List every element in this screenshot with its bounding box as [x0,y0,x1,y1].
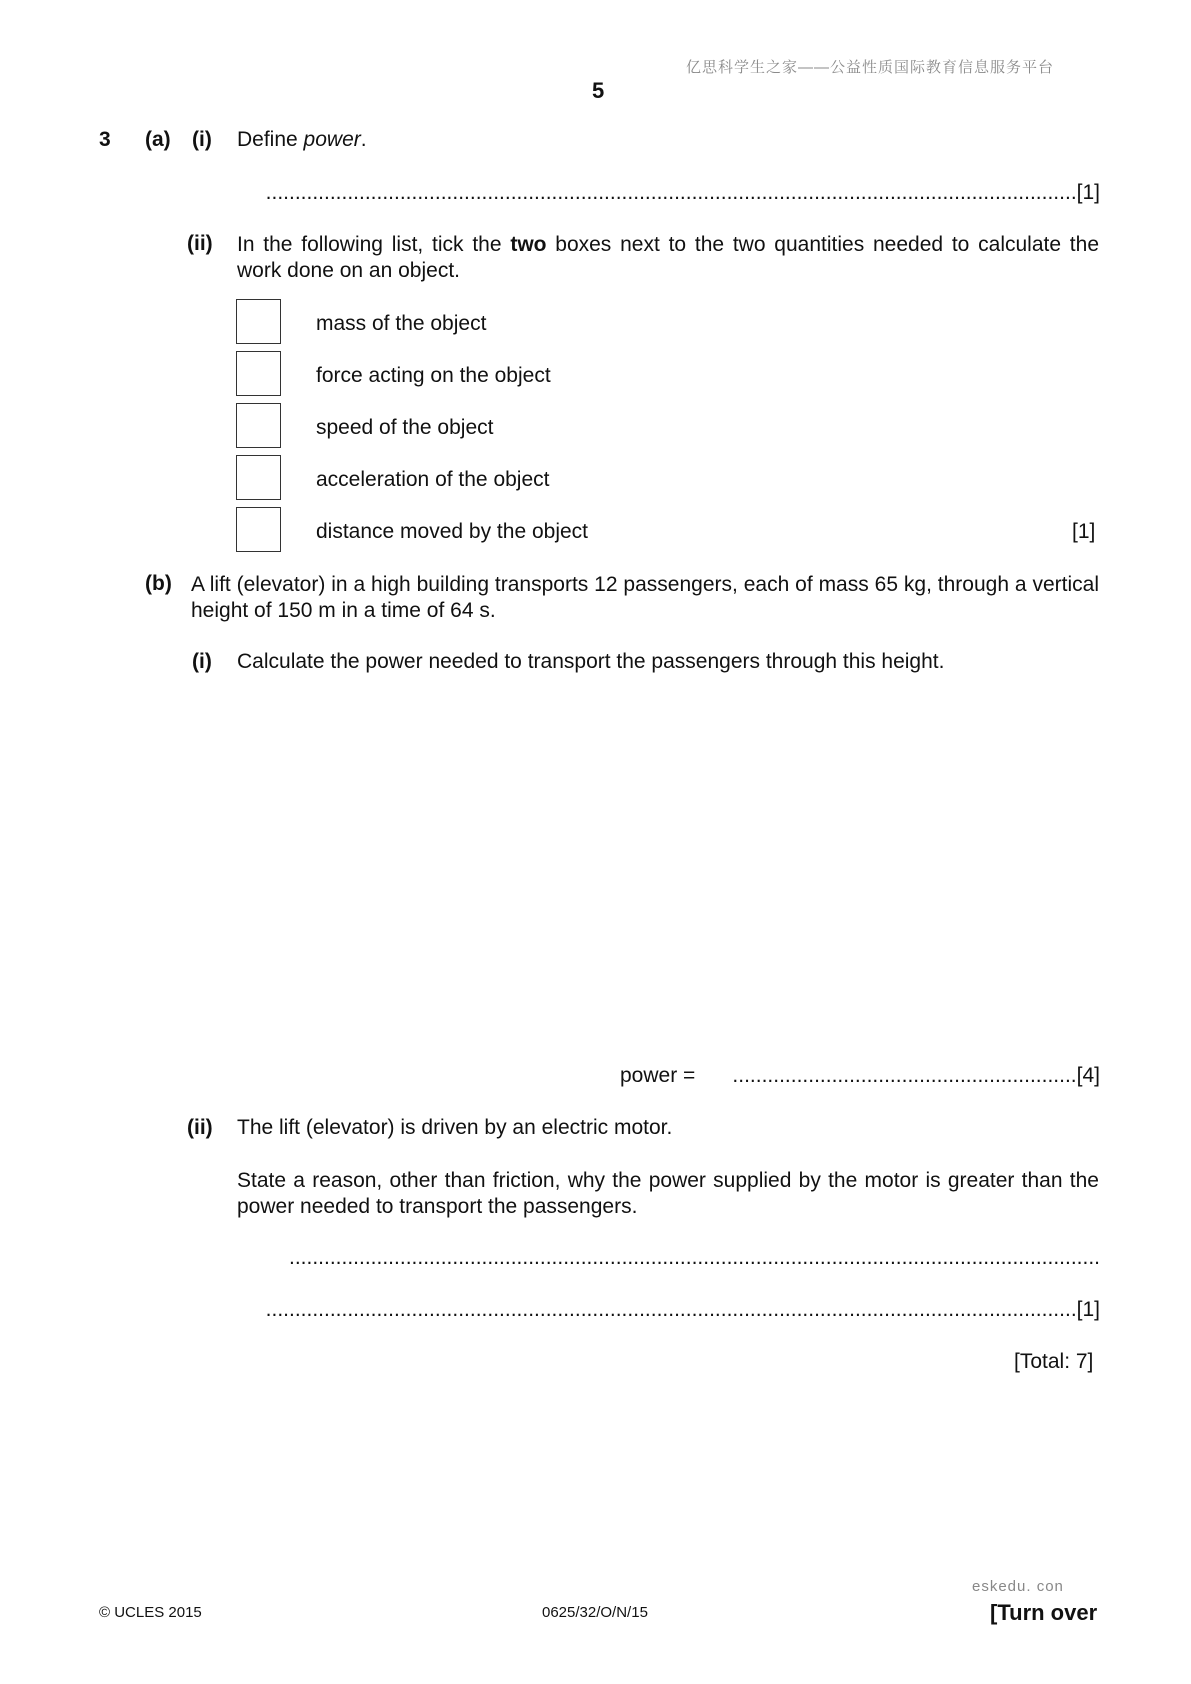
question-total: [Total: 7] [1014,1350,1094,1373]
option-label-mass: mass of the object [316,312,487,335]
power-answer-line[interactable]: ...........................................................[4] [732,1064,1100,1087]
part-b-i-prompt: Calculate the power needed to transport the passengers through this height. [237,650,945,673]
answer-line-b-ii-2[interactable]: ...........................................................................................................................................[1] [265,1298,1100,1321]
part-a-ii-label: (ii) [187,232,213,255]
question-number: 3 [99,128,111,151]
option-label-speed: speed of the object [316,416,494,439]
option-label-distance: distance moved by the object [316,520,588,543]
option-label-acceleration: acceleration of the object [316,468,550,491]
tick-box-force[interactable] [236,351,281,396]
part-a-i-label: (i) [192,128,212,151]
part-b-i-label: (i) [192,650,212,673]
prompt-pre: In the following list, tick the [237,233,511,256]
tick-box-mass[interactable] [236,299,281,344]
tick-box-distance[interactable] [236,507,281,552]
part-a-ii-prompt [237,232,1099,284]
prompt-prefix: Define [237,128,304,151]
power-answer-label: power = [620,1064,696,1087]
prompt-suffix: . [360,128,367,151]
part-b-ii-label: (ii) [187,1116,213,1139]
page-number: 5 [592,78,605,103]
part-a-i-prompt [237,128,367,152]
turn-over: [Turn over [990,1600,1098,1625]
tick-box-acceleration[interactable] [236,455,281,500]
part-b-label: (b) [145,572,172,595]
part-b-ii-prompt: State a reason, other than friction, why the power supplied by the motor is greater than the power needed to transport the passengers. [237,1169,1099,1218]
tick-box-speed[interactable] [236,403,281,448]
header-watermark: 亿思科学生之家——公益性质国际教育信息服务平台 [686,59,1055,76]
answer-line-a-i[interactable]: ...........................................................................................................................................[1] [265,181,1100,204]
prompt-bold: two [510,233,547,256]
part-a-label: (a) [145,128,171,151]
part-b-ii-statement: The lift (elevator) is driven by an electric motor. [237,1116,673,1139]
site-watermark: eskedu. con [972,1578,1064,1595]
footer-copyright: © UCLES 2015 [99,1604,202,1621]
prompt-term: power [303,128,361,151]
answer-line-b-ii-1[interactable]: ........................................................................................................................................... [289,1246,1100,1269]
marks-a-ii: [1] [1072,520,1096,543]
option-label-force: force acting on the object [316,364,551,387]
prompt-post: boxes next to the two quantities needed to calculate the work done on an object. [237,233,1099,282]
footer-paper-code: 0625/32/O/N/15 [542,1604,648,1621]
part-b-stem: A lift (elevator) in a high building transports 12 passengers, each of mass 65 kg, through a vertical height of 150 m in a time of 64 s. [191,573,1099,622]
